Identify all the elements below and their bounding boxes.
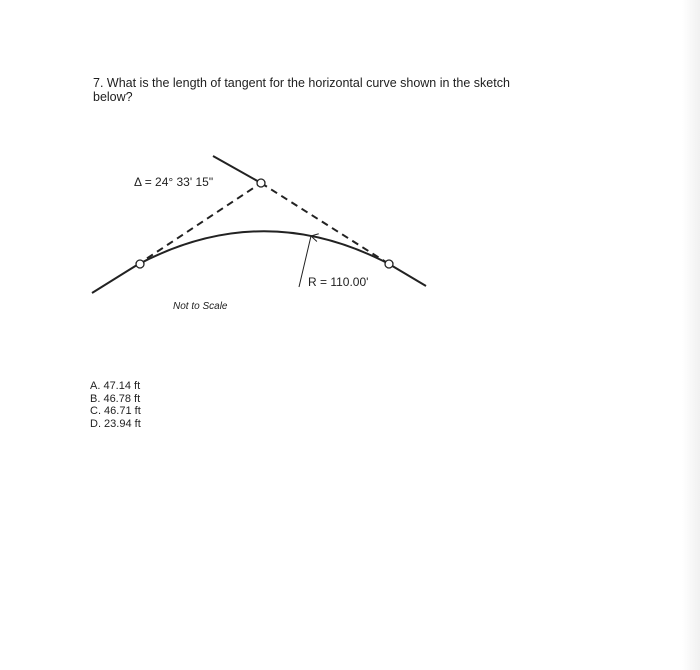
horizontal-curve (137, 231, 389, 265)
pt-point-marker (385, 260, 393, 268)
right-tangent-solid (389, 264, 426, 286)
radius-label: R = 110.00' (308, 275, 369, 289)
choice-c[interactable]: C. 46.71 ft (90, 405, 141, 417)
back-tangent-extension (213, 156, 261, 183)
choice-a[interactable]: A. 47.14 ft (90, 380, 141, 392)
question-text: 7. What is the length of tangent for the horizontal curve shown in the sketch below? (93, 76, 510, 104)
left-tangent-dashed (137, 183, 261, 265)
answer-choices (90, 380, 141, 430)
scale-note: Not to Scale (173, 301, 228, 312)
right-tangent-dashed (261, 183, 389, 264)
pi-point-marker (257, 179, 265, 187)
choice-d[interactable]: D. 23.94 ft (90, 417, 141, 430)
choice-b[interactable]: B. 46.78 ft (90, 392, 141, 405)
delta-label: Δ = 24° 33' 15" (134, 175, 214, 189)
pc-point-marker (136, 260, 144, 268)
left-tangent-solid (92, 265, 137, 293)
